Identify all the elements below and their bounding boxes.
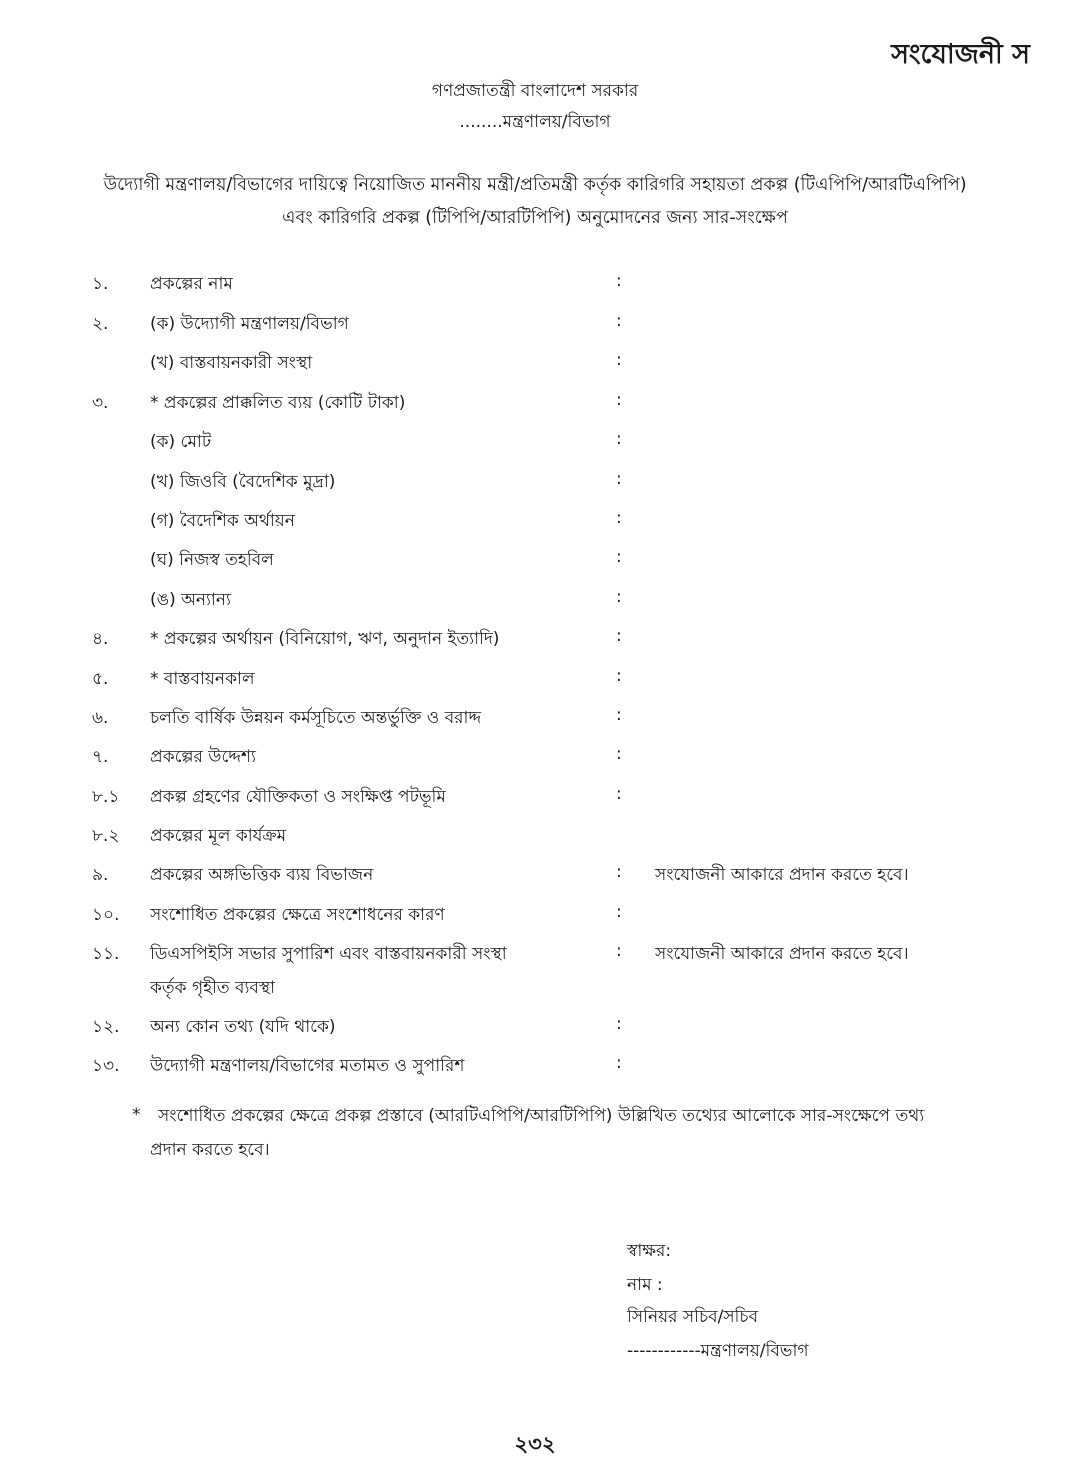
table-row [0,666,1070,696]
item-colon: : [616,626,622,646]
signature-ministry: ------------মন্ত্রণালয়/বিভাগ [627,1341,809,1361]
item-colon: : [616,390,622,410]
table-row [0,508,1070,538]
item-label: * বাস্তবায়নকাল [150,669,255,689]
table-row [0,1014,1070,1044]
table-row [0,784,1070,814]
table-row [0,902,1070,932]
item-colon: : [616,784,622,804]
item-colon: : [616,902,622,922]
item-colon: : [616,744,622,764]
item-label: চলতি বার্ষিক উন্নয়ন কর্মসূচিতে অন্তর্ভুক্তি ও বরাদ্দ [150,708,482,728]
item-label: সংশোধিত প্রকল্পের ক্ষেত্রে সংশোধনের কারণ [150,905,445,925]
note-line-1: সংশোধিত প্রকল্পের ক্ষেত্রে প্রকল্প প্রস্তাবে (আরটিএপিপি/আরটিপিপি) উল্লিখিত তথ্যের আলোকে সার-সংক্ষেপে তথ্য [158,1106,925,1126]
note-star: * [132,1105,141,1125]
item-number: ৬. [92,708,109,728]
item-number: ৪. [92,629,109,649]
item-number: ১০. [92,905,120,925]
item-number: ৫. [92,669,109,689]
table-row [0,587,1070,617]
item-number: ৮.১ [92,787,120,807]
table-row [0,862,1070,892]
item-label: * প্রকল্পের প্রাক্কলিত ব্যয় (কোটি টাকা) [150,393,406,413]
item-colon: : [616,587,622,607]
item-number: ১২. [92,1017,120,1037]
table-row [0,350,1070,380]
note-line-2: প্রদান করতে হবে। [150,1140,270,1160]
item-colon: : [616,705,622,725]
item-label: (ক) মোট [150,432,212,452]
item-label: (ঙ) অন্যান্য [150,590,231,610]
item-label: * প্রকল্পের অর্থায়ন (বিনিয়োগ, ঋণ, অনুদান ইত্যাদি) [150,629,500,649]
document-heading-line-2: এবং কারিগরি প্রকল্প (টিপিপি/আরটিপিপি) অনুমোদনের জন্য সার-সংক্ষেপ [282,208,788,228]
table-row [0,469,1070,499]
document-heading-line-1: উদ্যোগী মন্ত্রণালয়/বিভাগের দায়িত্বে নিয়োজিত মাননীয় মন্ত্রী/প্রতিমন্ত্রী কর্তৃক কারিগরি সহায়তা প্রকল্প (টিএপিপি/আরটিএপিপি) [103,175,967,195]
table-row [0,271,1070,301]
item-colon: : [616,1014,622,1034]
annex-label: সংযোজনী স [891,39,1030,70]
item-colon: : [616,350,622,370]
item-label: ডিএসপিইসি সভার সুপারিশ এবং বাস্তবায়নকারী সংস্থা [150,944,507,964]
ministry-title: ........মন্ত্রণালয়/বিভাগ [459,112,611,132]
table-row [0,744,1070,774]
item-label: প্রকল্পের নাম [150,274,233,294]
table-row [0,1053,1070,1083]
item-label: প্রকল্পের অঙ্গভিত্তিক ব্যয় বিভাজন [150,865,374,885]
table-row [0,429,1070,459]
item-label-continued: কর্তৃক গৃহীত ব্যবস্থা [150,978,276,998]
item-number: ৯. [92,865,109,885]
item-colon: : [616,547,622,567]
item-label: উদ্যোগী মন্ত্রণালয়/বিভাগের মতামত ও সুপারিশ [150,1056,465,1076]
item-number: ১. [92,274,109,294]
table-row [0,390,1070,420]
item-number: ১৩. [92,1056,120,1076]
item-value: সংযোজনী আকারে প্রদান করতে হবে। [655,865,909,885]
item-colon: : [616,429,622,449]
table-row [0,547,1070,577]
item-colon: : [616,311,622,331]
table-row [0,941,1070,998]
item-colon: : [616,941,622,961]
item-label: প্রকল্পের মূল কার্যক্রম [150,826,287,846]
table-row [0,311,1070,341]
name-label: নাম : [627,1275,663,1295]
table-row [0,705,1070,735]
item-value: সংযোজনী আকারে প্রদান করতে হবে। [655,944,909,964]
item-label: প্রকল্পের উদ্দেশ্য [150,747,256,767]
designation-label: সিনিয়র সচিব/সচিব [627,1307,759,1327]
item-number: ২. [92,314,109,334]
item-label: (ক) উদ্যোগী মন্ত্রণালয়/বিভাগ [150,314,349,334]
item-colon: : [616,862,622,882]
item-label: অন্য কোন তথ্য (যদি থাকে) [150,1017,336,1037]
item-number: ৭. [92,747,109,767]
page-number: ২৩২ [514,1432,556,1456]
item-label: (গ) বৈদেশিক অর্থায়ন [150,511,295,531]
item-label: (ঘ) নিজস্ব তহবিল [150,550,274,570]
table-row [0,823,1070,853]
item-label: প্রকল্প গ্রহণের যৌক্তিকতা ও সংক্ষিপ্ত পটভূমি [150,787,446,807]
signature-label: স্বাক্ষর: [627,1241,672,1261]
item-colon: : [616,508,622,528]
item-colon: : [616,666,622,686]
item-colon: : [616,271,622,291]
item-label: (খ) বাস্তবায়নকারী সংস্থা [150,353,313,373]
item-number: ৮.২ [92,826,120,846]
government-title: গণপ্রজাতন্ত্রী বাংলাদেশ সরকার [431,81,639,101]
item-number: ৩. [92,393,109,413]
table-row [0,626,1070,656]
item-label: (খ) জিওবি (বৈদেশিক মুদ্রা) [150,472,336,492]
item-colon: : [616,1053,622,1073]
item-number: ১১. [92,944,120,964]
item-colon: : [616,469,622,489]
